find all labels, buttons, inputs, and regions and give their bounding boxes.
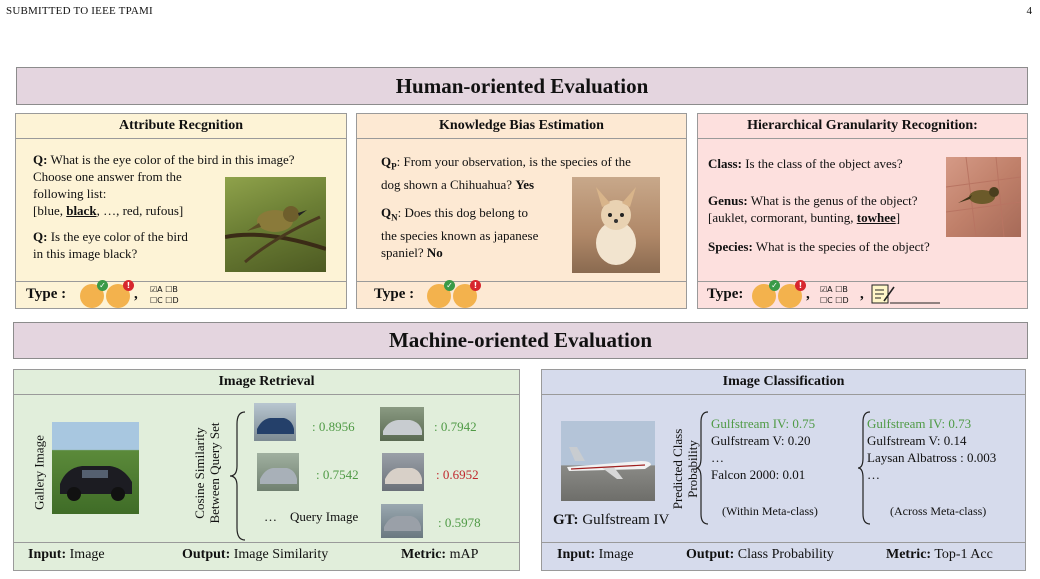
species-question: Species: What is the species of the object? bbox=[708, 239, 930, 254]
similarity-score-5: : 0.5978 bbox=[438, 515, 481, 530]
bird-photo bbox=[225, 177, 326, 272]
attribute-title: Attribute Recgnition bbox=[16, 114, 346, 139]
query-car-thumb-1 bbox=[254, 403, 296, 441]
retrieval-metric: Metric: mAP bbox=[401, 547, 479, 562]
query-car-thumb-2 bbox=[380, 407, 424, 441]
attribute-recognition-panel bbox=[15, 113, 347, 309]
machine-eval-banner bbox=[13, 322, 1028, 359]
multiple-choice-icon: ☑A ☐B ☐C ☐D bbox=[150, 285, 179, 305]
alert-icon: ! bbox=[470, 280, 481, 291]
comma-separator: , bbox=[134, 286, 138, 302]
attribute-question-1: Q: What is the eye color of the bird in this image? Choose one answer from the following list: [blue, black, …, red, rufous] bbox=[33, 152, 295, 218]
query-car-thumb-5 bbox=[381, 504, 423, 538]
hierarchical-granularity-panel bbox=[697, 113, 1028, 309]
retrieval-input: Input: Image bbox=[28, 547, 105, 562]
genus-question: Genus: What is the genus of the object? [auklet, cormorant, bunting, towhee] bbox=[708, 193, 918, 225]
knowledge-type-label: Type : bbox=[374, 286, 415, 302]
airplane-photo bbox=[561, 421, 655, 501]
classification-footer bbox=[542, 542, 1025, 570]
knowledge-question-negative: $Q_N$: Does this dog belong to the species known as japanese spaniel? No bbox=[381, 205, 539, 260]
similarity-score-1: : 0.8956 bbox=[312, 419, 355, 434]
knowledge-type-row bbox=[357, 281, 686, 308]
ground-truth-label: GT: Gulfstream IV bbox=[553, 512, 670, 528]
hierarchy-type-row bbox=[698, 281, 1027, 308]
knowledge-question-positive: $Q_P$: From your observation, is the species of the dog shown a Chihuahua? Yes bbox=[381, 154, 631, 192]
dog-photo bbox=[572, 177, 660, 273]
knowledge-bias-panel bbox=[356, 113, 687, 309]
retrieval-output: Output: Image Similarity bbox=[182, 547, 329, 562]
human-eval-banner bbox=[16, 67, 1028, 105]
image-retrieval-panel bbox=[13, 369, 520, 571]
similarity-score-4: : 0.6952 bbox=[436, 467, 479, 482]
class-question: Class: Is the class of the object aves? bbox=[708, 156, 903, 171]
across-meta-class-caption: (Across Meta-class) bbox=[890, 504, 987, 518]
retrieval-title: Image Retrieval bbox=[14, 370, 519, 395]
hierarchy-type-label: Type: bbox=[707, 286, 744, 302]
across-meta-class-list: Gulfstream IV: 0.73 Gulfstream V: 0.14 Laysan Albatross : 0.003 … bbox=[867, 416, 997, 482]
gallery-car-photo bbox=[52, 422, 139, 514]
within-meta-class-brace bbox=[694, 410, 710, 526]
attribute-type-row bbox=[16, 281, 346, 308]
page-number: 4 bbox=[1026, 5, 1032, 17]
check-icon: ✓ bbox=[769, 280, 780, 291]
within-meta-class-caption: (Within Meta-class) bbox=[722, 504, 818, 518]
attribute-question-2: Q: Is the eye color of the bird in this image black? bbox=[33, 229, 188, 261]
classification-output: Output: Class Probability bbox=[686, 547, 834, 562]
comma-separator: , bbox=[860, 286, 864, 302]
comma-separator: , bbox=[806, 286, 810, 302]
predicted-class-probability-label: Predicted Class Probability bbox=[670, 428, 700, 510]
similarity-score-3: : 0.7542 bbox=[316, 467, 359, 482]
within-meta-class-list: Gulfstream IV: 0.75 Gulfstream V: 0.20 … Falcon 2000: 0.01 bbox=[711, 416, 816, 482]
alert-icon: ! bbox=[123, 280, 134, 291]
query-set-brace bbox=[227, 410, 249, 542]
towhee-photo bbox=[946, 157, 1021, 237]
gallery-image-label: Gallery Image bbox=[31, 435, 47, 510]
attribute-type-label: Type : bbox=[26, 286, 67, 302]
cosine-similarity-label: Cosine Similarity Between Query Set bbox=[192, 422, 222, 524]
check-icon: ✓ bbox=[444, 280, 455, 291]
retrieval-footer bbox=[14, 542, 519, 570]
journal-header: SUBMITTED TO IEEE TPAMI bbox=[6, 5, 153, 17]
knowledge-title: Knowledge Bias Estimation bbox=[357, 114, 686, 139]
query-car-thumb-3 bbox=[257, 453, 299, 491]
query-car-thumb-4 bbox=[382, 453, 424, 491]
alert-icon: ! bbox=[795, 280, 806, 291]
human-eval-title: Human-oriented Evaluation bbox=[395, 74, 649, 98]
classification-metric: Metric: Top-1 Acc bbox=[886, 547, 993, 562]
similarity-score-2: : 0.7942 bbox=[434, 419, 477, 434]
classification-title: Image Classification bbox=[542, 370, 1025, 395]
classification-input: Input: Image bbox=[557, 547, 634, 562]
image-classification-panel bbox=[541, 369, 1026, 571]
multiple-choice-icon: ☑A ☐B ☐C ☐D bbox=[820, 285, 849, 305]
fill-in-answer-icon bbox=[870, 283, 942, 305]
query-image-label: … Query Image bbox=[264, 509, 359, 524]
hierarchy-title: Hierarchical Granularity Recognition: bbox=[698, 114, 1027, 139]
check-icon: ✓ bbox=[97, 280, 108, 291]
machine-eval-title: Machine-oriented Evaluation bbox=[388, 328, 653, 352]
